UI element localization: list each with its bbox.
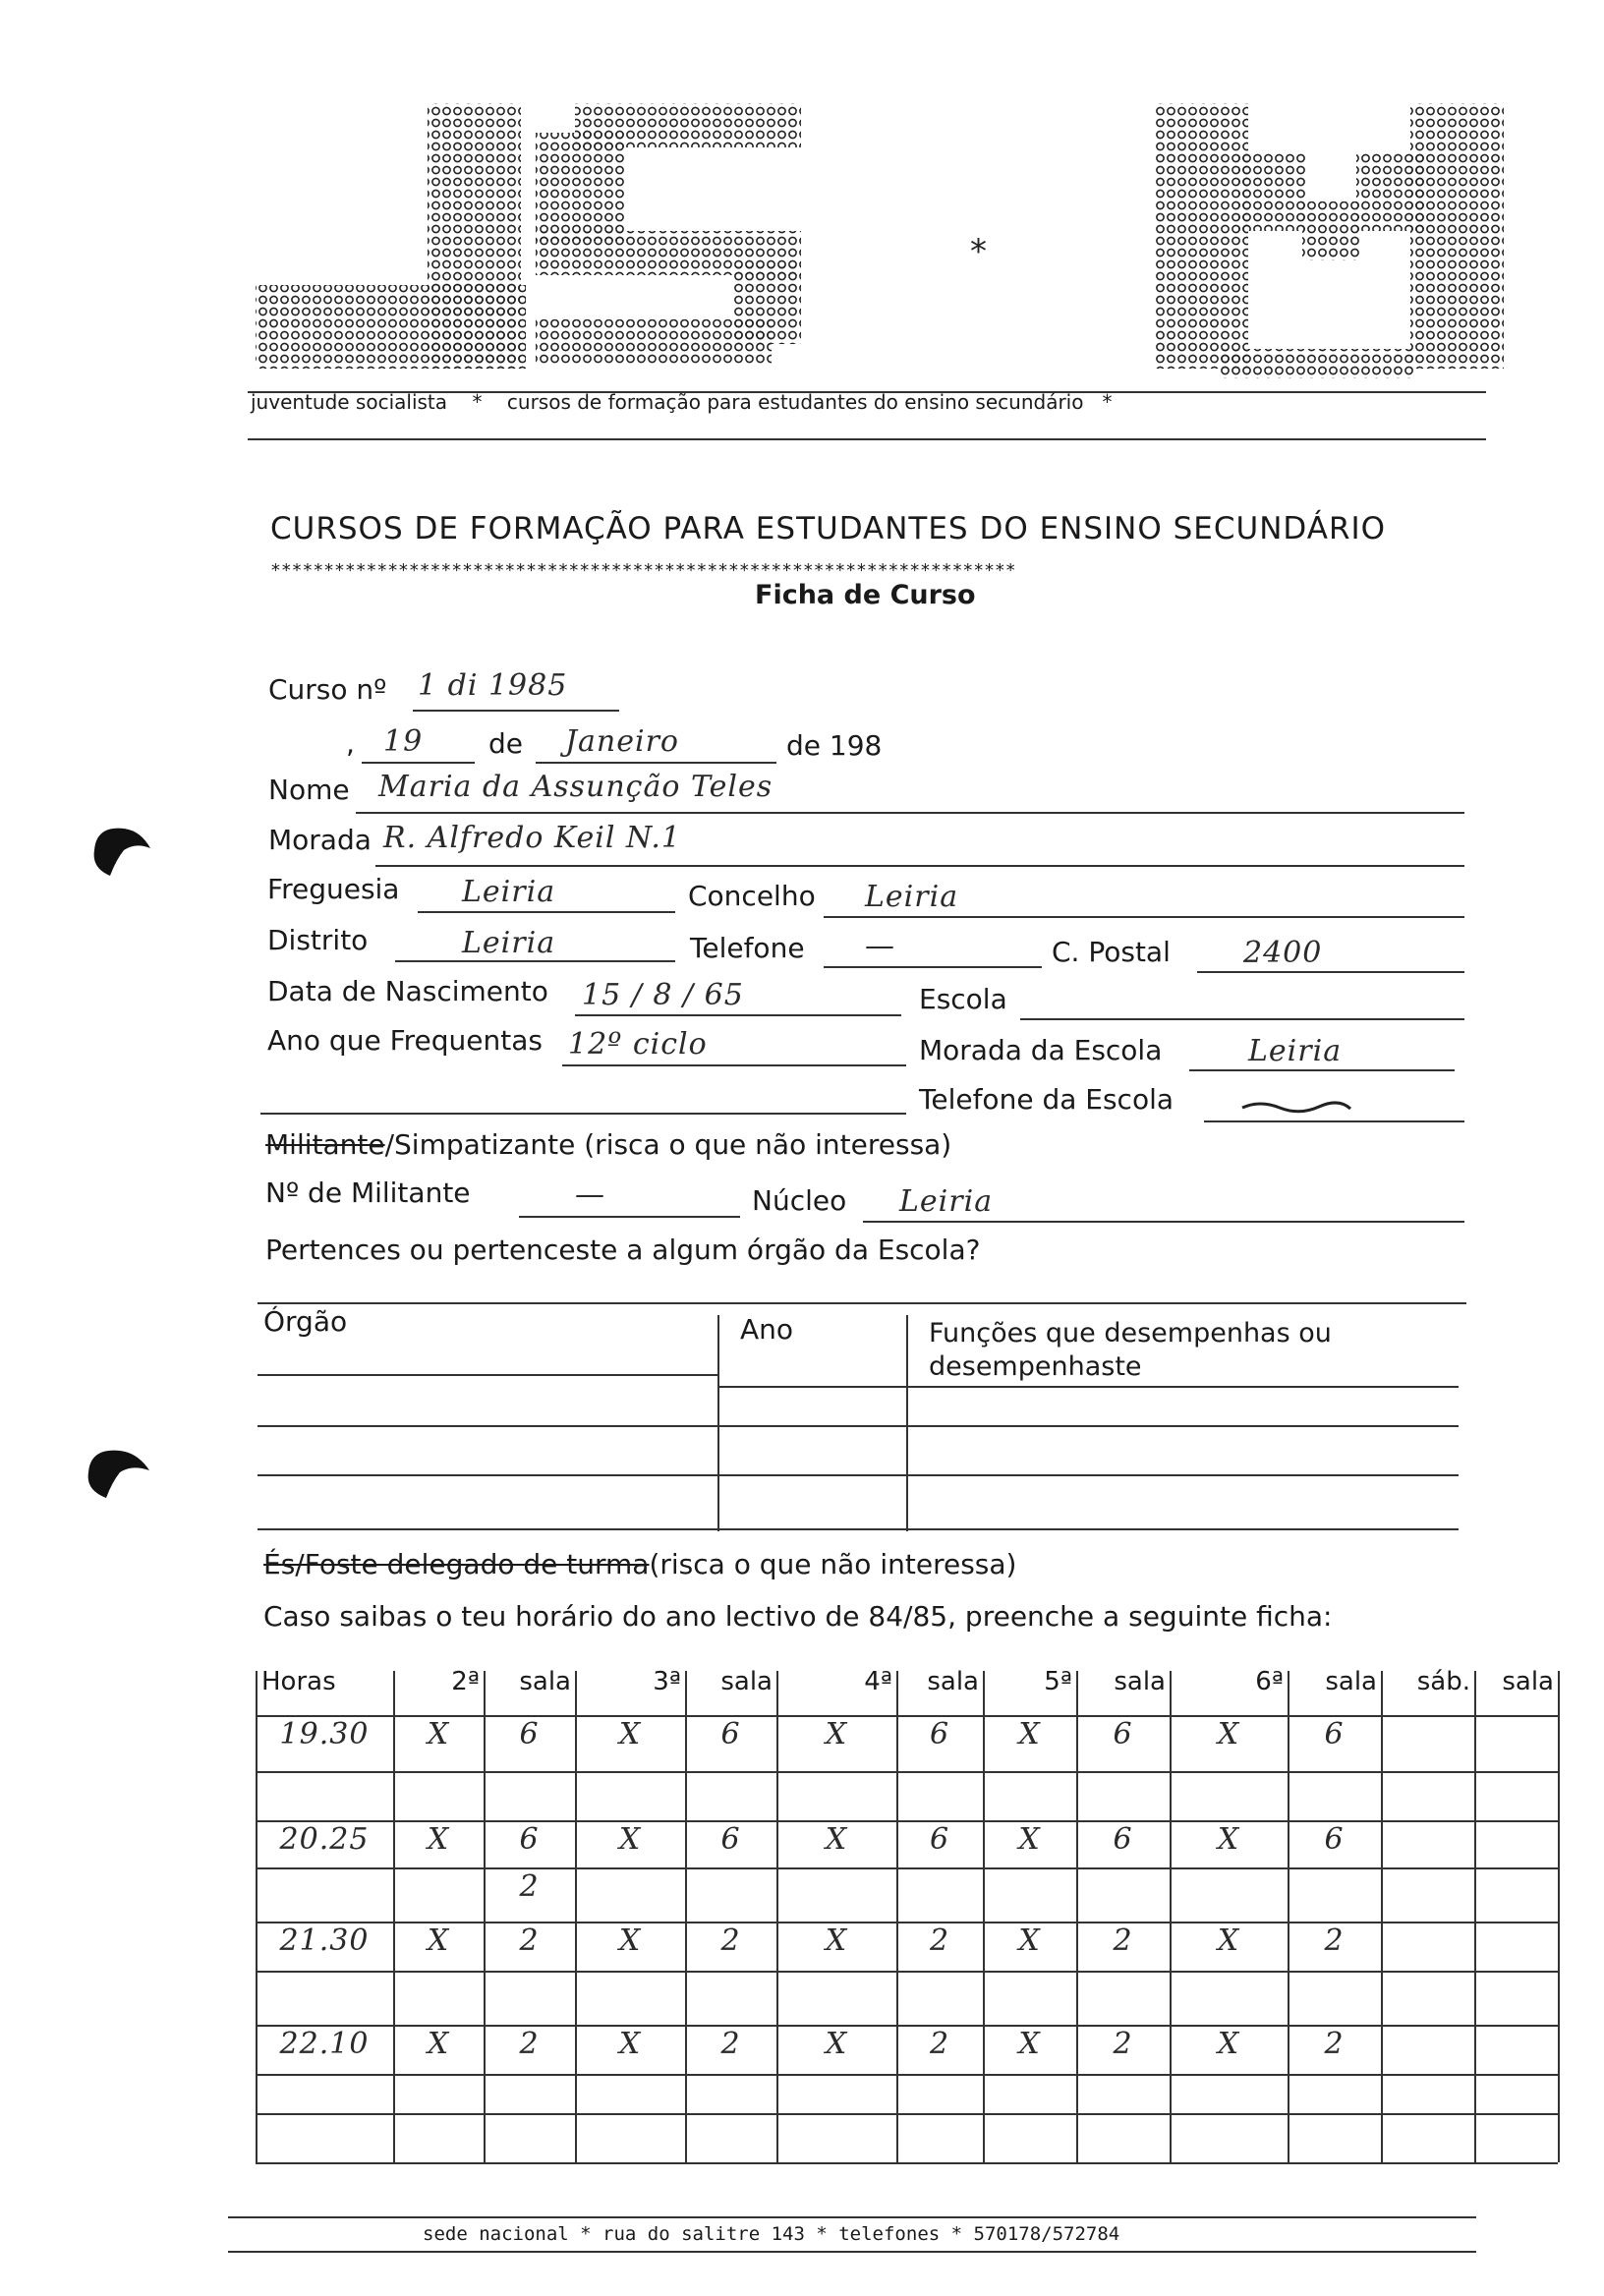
schedule-mark[interactable]: X	[1018, 1923, 1041, 1958]
date-de-2: de 198	[786, 729, 883, 762]
freguesia-underline	[418, 911, 675, 913]
orgao-col-ano: Ano	[740, 1313, 794, 1346]
date-comma: ,	[346, 727, 355, 760]
form-subtitle: Ficha de Curso	[755, 580, 976, 610]
schedule-row-line	[256, 2162, 1558, 2164]
scribble-mark	[1240, 1100, 1353, 1114]
schedule-col-line	[1474, 1671, 1476, 2162]
curso-underline	[413, 710, 619, 712]
orgao-row-line-1b	[719, 1386, 1459, 1388]
punch-hole-mark-lower	[81, 1443, 154, 1506]
ano-value[interactable]: 12º ciclo	[568, 1027, 708, 1062]
nome-value[interactable]: Maria da Assunção Teles	[378, 770, 773, 804]
concelho-underline	[824, 916, 1464, 918]
schedule-col-line	[256, 1671, 258, 2162]
tagline-end: *	[1089, 390, 1113, 414]
schedule-room[interactable]: 2	[1324, 1923, 1345, 1958]
distrito-underline	[395, 960, 675, 962]
distrito-value[interactable]: Leiria	[462, 926, 556, 960]
svg-text:*: *	[970, 232, 987, 271]
schedule-row-line	[256, 1867, 1558, 1869]
militante-line	[265, 1128, 951, 1161]
schedule-mark[interactable]: X	[1217, 2027, 1240, 2061]
schedule-col-line	[1558, 1671, 1560, 2162]
schedule-header: sala	[1114, 1667, 1166, 1696]
ano-label: Ano que Frequentas	[267, 1024, 543, 1057]
schedule-mark[interactable]: X	[427, 1923, 450, 1958]
schedule-header: sala	[720, 1667, 773, 1696]
schedule-room[interactable]: 2	[929, 1923, 950, 1958]
nucleo-value[interactable]: Leiria	[899, 1184, 994, 1219]
schedule-row-line	[256, 2113, 1558, 2115]
schedule-header: 6ª	[1255, 1667, 1284, 1696]
n-militante-label: Nº de Militante	[265, 1177, 471, 1209]
schedule-mark[interactable]: X	[427, 1717, 450, 1751]
punch-hole-mark-upper	[86, 821, 155, 884]
schedule-mark[interactable]: X	[825, 1822, 848, 1857]
telefone-escola-underline	[1204, 1120, 1464, 1122]
schedule-room[interactable]: 2	[720, 2027, 741, 2061]
schedule-room[interactable]: 2	[519, 1923, 540, 1958]
schedule-room[interactable]: 6	[720, 1717, 741, 1751]
morada-value[interactable]: R. Alfredo Keil N.1	[383, 821, 681, 855]
morada-escola-underline	[1189, 1069, 1455, 1071]
tagline-separator: *	[453, 390, 501, 414]
morada-escola-value[interactable]: Leiria	[1248, 1034, 1343, 1068]
schedule-header: Horas	[261, 1667, 336, 1696]
concelho-value[interactable]: Leiria	[865, 880, 959, 914]
schedule-room[interactable]: 6	[519, 1717, 540, 1751]
schedule-col-line	[1076, 1671, 1078, 2162]
cpostal-value[interactable]: 2400	[1243, 936, 1323, 970]
telefone-value[interactable]: —	[865, 929, 895, 963]
horario-intro: Caso saibas o teu horário do ano lectivo de 84/85, preenche a seguinte ficha:	[263, 1600, 1333, 1633]
distrito-label: Distrito	[267, 924, 369, 956]
schedule-time[interactable]: 19.30	[279, 1717, 370, 1751]
orgao-row-line-4	[258, 1528, 1459, 1530]
schedule-time[interactable]: 20.25	[279, 1822, 370, 1857]
freguesia-value[interactable]: Leiria	[462, 875, 556, 909]
schedule-row-line	[256, 1971, 1558, 1973]
schedule-col-line	[896, 1671, 898, 2162]
schedule-room[interactable]: 6	[929, 1717, 950, 1751]
militante-rest: /Simpatizante (risca o que não interessa)	[384, 1128, 952, 1161]
footer-bottom-rule	[228, 2251, 1476, 2253]
orgao-table-top	[258, 1302, 1466, 1304]
schedule-mark[interactable]: X	[427, 1822, 450, 1857]
schedule-mark[interactable]: X	[1217, 1822, 1240, 1857]
schedule-mark[interactable]: X	[427, 2027, 450, 2061]
telefone-escola-label: Telefone da Escola	[919, 1083, 1174, 1116]
orgao-table-divider-1	[717, 1315, 719, 1531]
nascimento-value[interactable]: 15 / 8 / 65	[582, 978, 744, 1012]
date-month-value[interactable]: Janeiro	[565, 724, 679, 759]
freguesia-label: Freguesia	[267, 873, 400, 905]
schedule-room[interactable]: 6	[1113, 1717, 1133, 1751]
title-stars: **********************************************************************	[270, 560, 1016, 581]
tagline	[251, 390, 1113, 414]
schedule-col-line	[1170, 1671, 1172, 2162]
schedule-mark[interactable]: X	[618, 1717, 642, 1751]
orgao-col-funcoes: Funções que desempenhas ou desempenhaste	[929, 1318, 1332, 1382]
schedule-room[interactable]: 2	[1113, 2027, 1133, 2061]
schedule-mark[interactable]: X	[618, 1822, 642, 1857]
schedule-mark[interactable]: X	[1018, 2027, 1041, 2061]
schedule-header: sala	[519, 1667, 571, 1696]
schedule-row-line	[256, 1715, 1558, 1717]
punch-hole-shape-lower	[81, 1443, 154, 1502]
delegado-struck: És/Foste delegado de turma	[263, 1548, 650, 1580]
escola-extra-underline	[260, 1113, 906, 1115]
orgao-col-orgao: Órgão	[263, 1305, 348, 1338]
nucleo-label: Núcleo	[752, 1184, 847, 1217]
schedule-row-line	[256, 1820, 1558, 1822]
morada-escola-label: Morada da Escola	[919, 1034, 1163, 1066]
orgao-row-line-1	[258, 1374, 719, 1376]
schedule-room[interactable]: 6	[1324, 1717, 1345, 1751]
schedule-row-line	[256, 2025, 1558, 2027]
schedule-mark[interactable]: X	[825, 2027, 848, 2061]
nome-underline	[356, 812, 1464, 814]
schedule-mark[interactable]: X	[1018, 1822, 1041, 1857]
schedule-room[interactable]: 6	[1324, 1822, 1345, 1857]
schedule-mark[interactable]: X	[1217, 1717, 1240, 1751]
tagline-left: juventude socialista	[251, 390, 448, 414]
schedule-header: 3ª	[653, 1667, 681, 1696]
schedule-room[interactable]: 2	[929, 2027, 950, 2061]
curso-label: Curso nº	[268, 673, 387, 706]
schedule-room[interactable]: 6	[929, 1822, 950, 1857]
schedule-time[interactable]: 21.30	[279, 1923, 370, 1958]
js-logo-graphic	[236, 93, 1514, 388]
nucleo-underline	[863, 1221, 1464, 1223]
date-month-underline	[536, 762, 776, 764]
escola-label: Escola	[919, 983, 1007, 1015]
orgao-row-line-2	[258, 1425, 1459, 1427]
schedule-room[interactable]: 2	[519, 2027, 540, 2061]
schedule-col-line	[1288, 1671, 1289, 2162]
orgao-table-divider-2	[906, 1315, 908, 1531]
tagline-bottom-rule	[248, 438, 1486, 440]
schedule-header: 5ª	[1044, 1667, 1072, 1696]
schedule-time[interactable]: 22.10	[279, 2027, 370, 2061]
schedule-room[interactable]: 2	[519, 1869, 540, 1904]
curso-value[interactable]: 1 di 1985	[418, 668, 568, 703]
schedule-row-line	[256, 1922, 1558, 1923]
concelho-label: Concelho	[688, 880, 816, 912]
js-logo	[236, 93, 1514, 388]
schedule-col-line	[393, 1671, 395, 2162]
schedule-col-line	[575, 1671, 577, 2162]
schedule-mark[interactable]: X	[825, 1717, 848, 1751]
schedule-mark[interactable]: X	[618, 1923, 642, 1958]
cpostal-underline	[1197, 971, 1464, 973]
schedule-header: sáb.	[1416, 1667, 1470, 1696]
n-militante-underline	[519, 1216, 740, 1218]
schedule-col-line	[983, 1671, 985, 2162]
schedule-room[interactable]: 6	[1113, 1822, 1133, 1857]
delegado-rest: (risca o que não interessa)	[649, 1548, 1017, 1580]
schedule-mark[interactable]: X	[1018, 1717, 1041, 1751]
date-day-value[interactable]: 19	[383, 724, 424, 759]
schedule-room[interactable]: 6	[519, 1822, 540, 1857]
telefone-label: Telefone	[690, 932, 805, 964]
orgao-row-line-3	[258, 1474, 1459, 1476]
schedule-header: sala	[1502, 1667, 1554, 1696]
schedule-mark[interactable]: X	[618, 2027, 642, 2061]
schedule-col-line	[776, 1671, 778, 2162]
schedule-mark[interactable]: X	[825, 1923, 848, 1958]
schedule-room[interactable]: 2	[720, 1923, 741, 1958]
tagline-right: cursos de formação para estudantes do ensino secundário	[506, 390, 1084, 414]
ano-underline	[562, 1064, 906, 1066]
orgao-question: Pertences ou pertenceste a algum órgão da Escola?	[265, 1234, 981, 1266]
date-day-underline	[362, 762, 475, 764]
footer-address: sede nacional * rua do salitre 143 * telefones * 570178/572784	[423, 2223, 1120, 2245]
morada-underline	[375, 865, 1464, 867]
schedule-col-line	[1381, 1671, 1383, 2162]
schedule-row-line	[256, 2074, 1558, 2076]
delegado-line	[263, 1548, 1016, 1580]
telefone-escola-scribble	[1240, 1099, 1353, 1111]
schedule-mark[interactable]: X	[1217, 1923, 1240, 1958]
nascimento-underline	[575, 1014, 901, 1016]
schedule-header: 4ª	[864, 1667, 892, 1696]
schedule-header: sala	[927, 1667, 979, 1696]
militante-struck: Militante	[265, 1128, 385, 1161]
morada-label: Morada	[268, 824, 372, 856]
cpostal-label: C. Postal	[1052, 936, 1171, 968]
date-de-1: de	[488, 727, 523, 760]
nome-label: Nome	[268, 774, 350, 806]
schedule-room[interactable]: 6	[720, 1822, 741, 1857]
schedule-row-line	[256, 1771, 1558, 1773]
n-militante-value[interactable]: —	[575, 1177, 605, 1212]
punch-hole-shape-upper	[86, 821, 155, 880]
schedule-header: sala	[1325, 1667, 1377, 1696]
page-title: CURSOS DE FORMAÇÃO PARA ESTUDANTES DO ENSINO SECUNDÁRIO	[270, 511, 1387, 546]
schedule-col-line	[484, 1671, 486, 2162]
schedule-room[interactable]: 2	[1113, 1923, 1133, 1958]
schedule-col-line	[685, 1671, 687, 2162]
footer-top-rule	[228, 2216, 1476, 2218]
telefone-underline	[824, 966, 1042, 968]
nascimento-label: Data de Nascimento	[267, 975, 548, 1007]
escola-underline	[1020, 1018, 1464, 1020]
schedule-room[interactable]: 2	[1324, 2027, 1345, 2061]
schedule-header: 2ª	[451, 1667, 480, 1696]
